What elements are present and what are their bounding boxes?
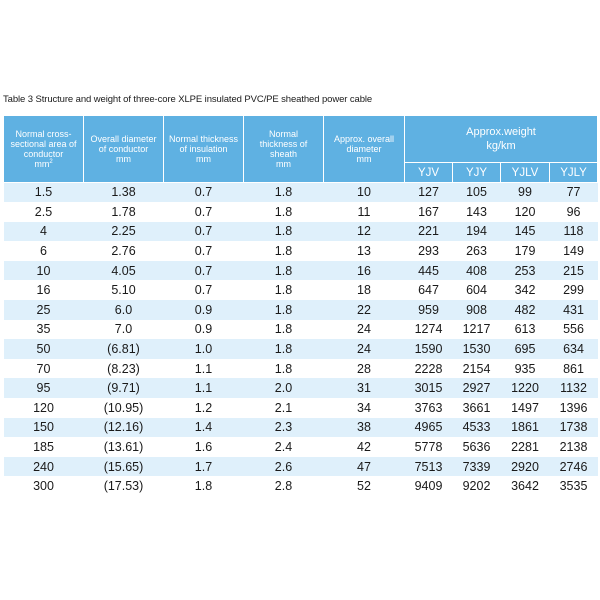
cell-weight-yjlv: 120 [501,202,550,222]
header-line: mm [356,154,372,164]
cell-area: 185 [4,437,84,457]
table-caption: Table 3 Structure and weight of three-core XLPE insulated PVC/PE sheathed power cable [3,94,373,105]
cell-area: 120 [4,398,84,418]
header-line: of insulation [179,144,228,154]
cell-sheath: 2.4 [244,437,324,457]
cell-weight-yjlv: 935 [501,359,550,379]
cell-weight-yjly: 556 [550,320,598,340]
table-row [4,359,598,379]
header-unit: mm [34,159,50,169]
cell-weight-yjy: 105 [453,183,501,203]
header-insulation-thickness [164,116,244,183]
cell-insulation: 0.7 [164,183,244,203]
cell-insulation: 1.0 [164,339,244,359]
cell-weight-yjlv: 695 [501,339,550,359]
cell-conductor-diameter: (6.81) [84,339,164,359]
cell-weight-yjlv: 179 [501,241,550,261]
cell-weight-yjy: 263 [453,241,501,261]
cell-insulation: 0.9 [164,300,244,320]
cell-insulation: 1.4 [164,418,244,438]
cell-sheath: 1.8 [244,222,324,242]
table-body [4,183,598,497]
cell-weight-yjly: 431 [550,300,598,320]
table-row [4,398,598,418]
header-line [4,159,83,169]
header-line: sheath [269,149,298,159]
cable-data-table [3,115,598,497]
header-line: Approx. overall [333,134,395,144]
header-type-yjv: YJV [405,163,453,183]
header-line: mm [196,154,211,164]
cell-weight-yjy: 7339 [453,457,501,477]
cell-insulation: 0.7 [164,241,244,261]
cell-weight-yjly: 118 [550,222,598,242]
cell-overall-diameter: 34 [324,398,405,418]
cell-weight-yjly: 149 [550,241,598,261]
cell-conductor-diameter: 2.25 [84,222,164,242]
cell-weight-yjv: 127 [405,183,453,203]
cell-overall-diameter: 42 [324,437,405,457]
header-line: conductor [23,149,64,159]
header-line: Approx.weight [466,126,536,138]
cell-weight-yjlv: 99 [501,183,550,203]
cell-sheath: 1.8 [244,320,324,340]
cell-weight-yjly: 2138 [550,437,598,457]
cell-insulation: 0.7 [164,261,244,281]
cell-weight-yjy: 143 [453,202,501,222]
table-row [4,261,598,281]
cell-insulation: 1.1 [164,378,244,398]
cell-insulation: 0.7 [164,280,244,300]
cell-weight-yjly: 1132 [550,378,598,398]
cell-weight-yjv: 167 [405,202,453,222]
cell-conductor-diameter: (10.95) [84,398,164,418]
cell-weight-yjly: 634 [550,339,598,359]
cell-area: 95 [4,378,84,398]
cell-sheath: 2.3 [244,418,324,438]
cell-weight-yjv: 959 [405,300,453,320]
cell-area: 6 [4,241,84,261]
cell-weight-yjlv: 253 [501,261,550,281]
header-line: kg/km [486,140,516,152]
cell-area: 35 [4,320,84,340]
cell-sheath: 2.0 [244,378,324,398]
cell-weight-yjy: 1217 [453,320,501,340]
table-row [4,241,598,261]
cell-overall-diameter: 31 [324,378,405,398]
cell-overall-diameter: 11 [324,202,405,222]
cell-weight-yjy: 5636 [453,437,501,457]
header-line: Normal thickness [168,134,239,144]
cell-weight-yjv: 293 [405,241,453,261]
cell-weight-yjy: 2927 [453,378,501,398]
cell-sheath: 1.8 [244,241,324,261]
cell-weight-yjlv: 2920 [501,457,550,477]
cell-weight-yjy: 9202 [453,476,501,496]
header-conductor-diameter [84,116,164,183]
cell-overall-diameter: 52 [324,476,405,496]
table-row [4,202,598,222]
cell-weight-yjv: 221 [405,222,453,242]
cell-conductor-diameter: (15.65) [84,457,164,477]
cell-sheath: 1.8 [244,300,324,320]
table-row [4,320,598,340]
cell-overall-diameter: 10 [324,183,405,203]
cell-conductor-diameter: 1.38 [84,183,164,203]
table-row [4,476,598,496]
cell-sheath: 1.8 [244,359,324,379]
header-approx-weight [405,116,598,163]
cell-overall-diameter: 12 [324,222,405,242]
table-row [4,222,598,242]
cell-weight-yjv: 5778 [405,437,453,457]
cell-conductor-diameter: (12.16) [84,418,164,438]
cell-insulation: 1.2 [164,398,244,418]
cell-sheath: 1.8 [244,280,324,300]
cell-weight-yjy: 4533 [453,418,501,438]
header-line: sectional area of [10,139,77,149]
table-header-row [4,116,598,163]
cell-conductor-diameter: 2.76 [84,241,164,261]
cell-conductor-diameter: 4.05 [84,261,164,281]
cell-weight-yjy: 1530 [453,339,501,359]
cell-weight-yjy: 2154 [453,359,501,379]
header-line: Overall diameter [90,134,157,144]
cell-weight-yjlv: 342 [501,280,550,300]
cell-weight-yjv: 3763 [405,398,453,418]
cell-weight-yjy: 194 [453,222,501,242]
cell-weight-yjv: 445 [405,261,453,281]
cell-weight-yjlv: 1497 [501,398,550,418]
header-type-yjlv: YJLV [501,163,550,183]
cell-weight-yjv: 9409 [405,476,453,496]
cell-weight-yjv: 7513 [405,457,453,477]
cell-weight-yjlv: 2281 [501,437,550,457]
cell-weight-yjlv: 145 [501,222,550,242]
cell-overall-diameter: 13 [324,241,405,261]
cell-insulation: 1.1 [164,359,244,379]
header-cross-sectional-area [4,116,84,183]
cell-overall-diameter: 22 [324,300,405,320]
cell-weight-yjly: 861 [550,359,598,379]
header-line: mm [276,159,291,169]
cell-weight-yjly: 215 [550,261,598,281]
cell-conductor-diameter: (17.53) [84,476,164,496]
cell-weight-yjly: 1738 [550,418,598,438]
cell-overall-diameter: 18 [324,280,405,300]
table-row [4,339,598,359]
cell-conductor-diameter: 7.0 [84,320,164,340]
header-line: Normal [268,129,298,139]
cell-overall-diameter: 47 [324,457,405,477]
cell-weight-yjly: 299 [550,280,598,300]
cell-sheath: 2.6 [244,457,324,477]
cell-overall-diameter: 24 [324,320,405,340]
cell-insulation: 0.7 [164,222,244,242]
cell-conductor-diameter: (8.23) [84,359,164,379]
cell-conductor-diameter: 6.0 [84,300,164,320]
cell-weight-yjly: 1396 [550,398,598,418]
cell-weight-yjv: 1590 [405,339,453,359]
cell-weight-yjv: 3015 [405,378,453,398]
header-line: mm [116,154,131,164]
cell-area: 240 [4,457,84,477]
table-row [4,378,598,398]
header-overall-diameter [324,116,405,183]
cell-weight-yjlv: 3642 [501,476,550,496]
cell-weight-yjv: 4965 [405,418,453,438]
cell-weight-yjy: 408 [453,261,501,281]
cell-sheath: 1.8 [244,183,324,203]
cell-area: 300 [4,476,84,496]
cell-sheath: 1.8 [244,261,324,281]
cell-weight-yjv: 1274 [405,320,453,340]
cell-area: 70 [4,359,84,379]
cell-overall-diameter: 24 [324,339,405,359]
cell-weight-yjly: 96 [550,202,598,222]
header-type-yjly: YJLY [550,163,598,183]
header-line: of conductor [98,144,149,154]
cell-weight-yjv: 2228 [405,359,453,379]
cell-weight-yjy: 3661 [453,398,501,418]
cell-area: 25 [4,300,84,320]
cell-insulation: 0.9 [164,320,244,340]
cell-area: 4 [4,222,84,242]
table-row [4,280,598,300]
cell-area: 150 [4,418,84,438]
cell-area: 16 [4,280,84,300]
cell-sheath: 2.8 [244,476,324,496]
cell-weight-yjly: 2746 [550,457,598,477]
table-row [4,300,598,320]
cell-insulation: 1.8 [164,476,244,496]
cell-weight-yjlv: 1220 [501,378,550,398]
cell-conductor-diameter: 1.78 [84,202,164,222]
cell-area: 50 [4,339,84,359]
cell-insulation: 1.7 [164,457,244,477]
cell-overall-diameter: 16 [324,261,405,281]
cell-weight-yjly: 77 [550,183,598,203]
header-unit-superscript: 2 [49,159,53,165]
cell-sheath: 2.1 [244,398,324,418]
header-type-yjy: YJY [453,163,501,183]
cell-weight-yjlv: 613 [501,320,550,340]
cell-weight-yjlv: 1861 [501,418,550,438]
cell-conductor-diameter: (13.61) [84,437,164,457]
header-sheath-thickness [244,116,324,183]
cell-area: 1.5 [4,183,84,203]
header-line: Normal cross- [15,129,72,139]
cell-overall-diameter: 38 [324,418,405,438]
header-line: diameter [346,144,382,154]
cell-sheath: 1.8 [244,202,324,222]
table-row [4,437,598,457]
cell-area: 2.5 [4,202,84,222]
table-row [4,418,598,438]
table-row [4,183,598,203]
cell-weight-yjy: 604 [453,280,501,300]
cell-weight-yjlv: 482 [501,300,550,320]
table-row [4,457,598,477]
header-line: thickness of [259,139,308,149]
cell-weight-yjly: 3535 [550,476,598,496]
cell-conductor-diameter: (9.71) [84,378,164,398]
cell-weight-yjy: 908 [453,300,501,320]
cell-area: 10 [4,261,84,281]
cell-conductor-diameter: 5.10 [84,280,164,300]
cell-overall-diameter: 28 [324,359,405,379]
cell-weight-yjv: 647 [405,280,453,300]
cell-insulation: 1.6 [164,437,244,457]
cell-insulation: 0.7 [164,202,244,222]
cell-sheath: 1.8 [244,339,324,359]
